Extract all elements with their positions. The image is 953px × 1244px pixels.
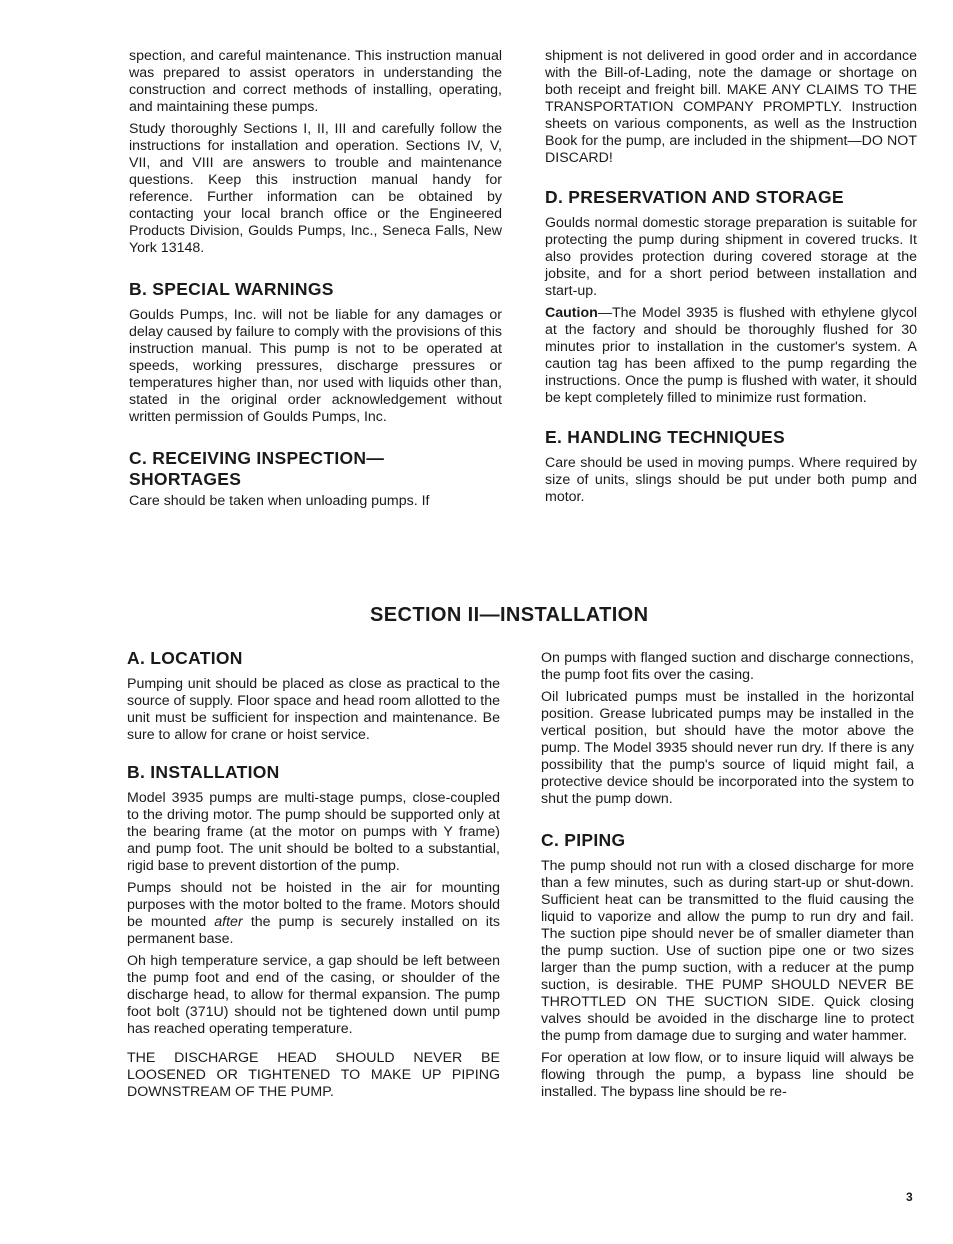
receiving-inspection-heading-line2: SHORTAGES — [129, 469, 242, 489]
bottom-right-column — [541, 650, 914, 1101]
handling-techniques-text: Care should be used in moving pumps. Where required by size of units, slings should be put under both pump and motor. — [545, 455, 917, 505]
special-warnings-text: Goulds Pumps, Inc. will not be liable for any damages or delay caused by failure to comply with the provisions of this instruction manual. This pump is not to be operated at speeds, working pressures, discharge pressures or temperatures higher than, nor used with liquids other than, stated in the original order acknowledgement without written permission of Goulds Pumps, Inc. — [129, 307, 502, 425]
page-number: 3 — [906, 1190, 913, 1204]
location-text: Pumping unit should be placed as close as practical to the source of supply. Floor space and head room allotted to the unit must be sufficient for inspection and maintenance. Be sure to allow for crane or hoist service. — [127, 676, 500, 743]
installation-text-2-post: the pump is securely installed on its permanent base. — [127, 914, 500, 947]
section-title: SECTION II—INSTALLATION — [370, 604, 649, 626]
lubrication-paragraph: Oil lubricated pumps must be installed in the horizontal position. Grease lubricated pumps may be installed in the vertical position, but should have the motor above the pump. The Model 3935 should never run dry. If there is any possibility that the pump's source of liquid might fail, a protective device should be incorporated into the system to shut the pump down. — [541, 689, 914, 807]
caution-paragraph — [545, 305, 917, 407]
piping-text-1: The pump should not run with a closed discharge for more than a few minutes, such as during start-up or shut-down. Sufficient heat can be transmitted to the fluid causing the liquid to vaporize and allow the pump to run dry and fail. The suction pipe should never be of smaller diameter than the pump suction. Use of suction pipe one or two sizes larger than the pump suction, with a reducer at the pump suction, is desirable. THE PUMP SHOULD NEVER BE THROTTLED ON THE SUCTION SIDE. Quick closing valves should be avoided in the discharge line to protect the pump from damage due to surging and water hammer. — [541, 858, 914, 1044]
preservation-storage-heading: D. PRESERVATION AND STORAGE — [545, 187, 844, 207]
installation-text-2-emphasis: after — [214, 914, 243, 930]
piping-text-2: For operation at low flow, or to insure liquid will always be flowing through the pump, a bypass line should be installed. The bypass line should be re- — [541, 1050, 914, 1100]
handling-techniques-heading: E. HANDLING TECHNIQUES — [545, 427, 785, 447]
special-warnings-heading: B. SPECIAL WARNINGS — [129, 279, 334, 299]
top-left-column — [129, 48, 502, 510]
shipment-paragraph: shipment is not delivered in good order and in accordance with the Bill-of-Lading, note the damage or shortage on both receipt and freight bill. MAKE ANY CLAIMS TO THE TRANSPORTATION COMPANY PROMPTLY. Instruction sheets on various components, as well as the Instruction Book for the pump, are included in the shipment—DO NOT DISCARD! — [545, 48, 917, 166]
bottom-left-column — [127, 648, 500, 1101]
flanged-suction-paragraph: On pumps with flanged suction and discharge connections, the pump foot fits over the casing. — [541, 650, 914, 683]
caution-label: Caution — [545, 305, 598, 321]
receiving-inspection-heading — [129, 448, 502, 490]
location-heading: A. LOCATION — [127, 648, 243, 668]
installation-text-3: Oh high temperature service, a gap should be left between the pump foot and end of the casing, or shoulder of the discharge head, to allow for thermal expansion. The pump foot bolt (371U) should not be tightened down until pump has reached operating temperature. — [127, 953, 500, 1037]
caution-text: —The Model 3935 is flushed with ethylene glycol at the factory and should be thoroughly flushed for 30 minutes prior to installation in the customer's system. A caution tag has been affixed to the pump regarding the instructions. Once the pump is flushed with water, it should be kept completely filled to minimize rust formation. — [545, 305, 917, 406]
receiving-inspection-text: Care should be taken when unloading pumps. If — [129, 493, 430, 509]
installation-text-2-pre: Pumps should not be hoisted in the air for mounting purposes with the motor bolted to the frame. Motors should be mounted — [127, 880, 500, 930]
installation-heading: B. INSTALLATION — [127, 762, 280, 782]
intro-paragraph-1: spection, and careful maintenance. This instruction manual was prepared to assist operators in understanding the construction and correct methods of installing, operating, and maintaining these pumps. — [129, 48, 502, 115]
installation-text-2 — [127, 880, 500, 948]
installation-text-4: THE DISCHARGE HEAD SHOULD NEVER BE LOOSENED OR TIGHTENED TO MAKE UP PIPING DOWNSTREAM OF THE PUMP. — [127, 1050, 500, 1100]
preservation-storage-text: Goulds normal domestic storage preparation is suitable for protecting the pump during shipment in covered trucks. It also provides protection during covered storage at the jobsite, and for a short period between installation and start-up. — [545, 215, 917, 299]
piping-heading: C. PIPING — [541, 830, 626, 850]
receiving-inspection-heading-line1: C. RECEIVING INSPECTION— — [129, 448, 385, 468]
top-right-column — [545, 48, 917, 506]
intro-paragraph-2: Study thoroughly Sections I, II, III and carefully follow the instructions for installation and operation. Sections IV, V, VII, and VIII are answers to trouble and maintenance questions. Keep this instruction manual handy for reference. Further information can be obtained by contacting your local branch office or the Engineered Products Division, Goulds Pumps, Inc., Seneca Falls, New York 13148. — [129, 121, 502, 256]
installation-text-1: Model 3935 pumps are multi-stage pumps, close-coupled to the driving motor. The pump should be supported only at the bearing frame (at the motor on pumps with Y frame) and pump foot. The unit should be bolted to a substantial, rigid base to prevent distortion of the pump. — [127, 790, 500, 874]
